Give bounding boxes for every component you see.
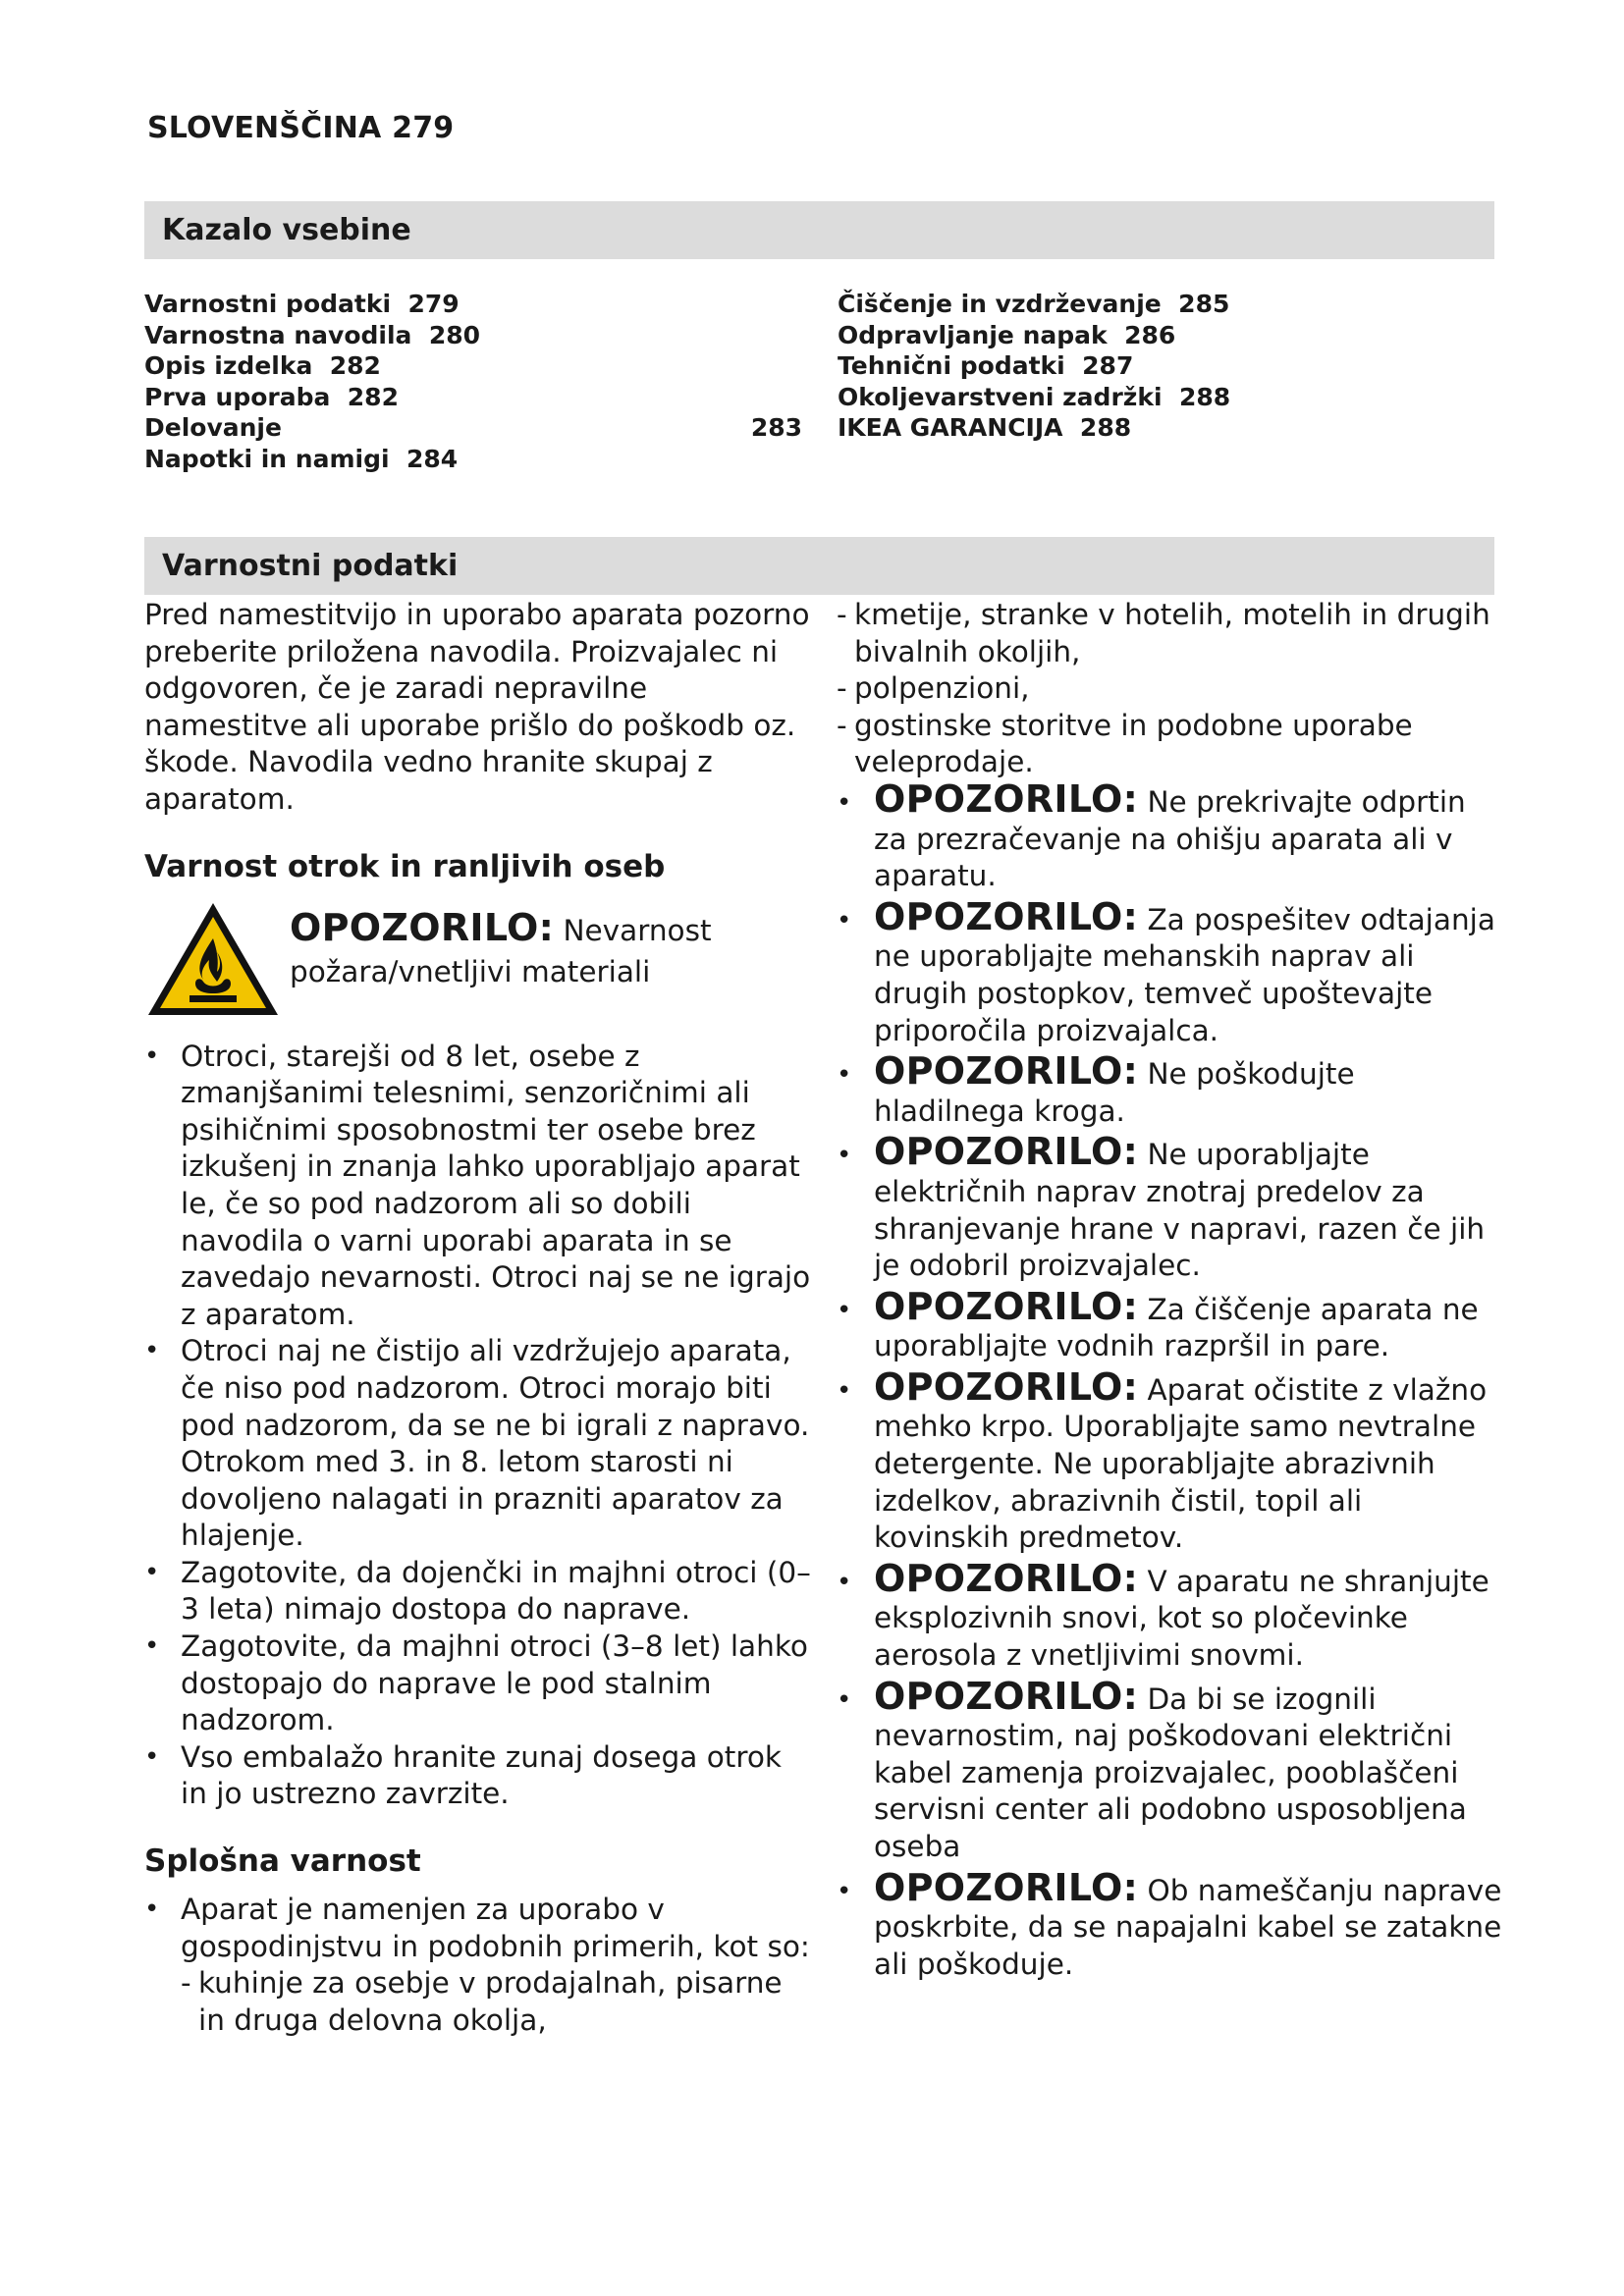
flammable-warning-icon <box>144 899 282 1019</box>
toc-entry-label: Odpravljanje napak <box>838 320 1108 349</box>
toc-entry-label: Okoljevarstveni zadržki <box>838 382 1163 411</box>
toc-entry[interactable] <box>144 444 802 475</box>
toc-entry-page: 279 <box>407 290 460 318</box>
warning-item: • OPOZORILO: V aparatu ne shranjujte eksplozivnih snovi, kot so pločevinke aerosola z vnetljivimi snovmi. <box>837 1561 1504 1675</box>
general-safety-list <box>144 1892 812 2039</box>
warning-label: OPOZORILO <box>874 1865 1123 1909</box>
general-safety-heading: Splošna varnost <box>144 1843 421 1880</box>
toc-entry[interactable] <box>838 412 1486 444</box>
toc-entry[interactable] <box>144 382 802 413</box>
toc-entry-page: 280 <box>428 320 481 349</box>
toc-entry-page: 285 <box>1178 290 1230 318</box>
fire-warning-box <box>144 897 812 1025</box>
toc-entry[interactable] <box>144 412 802 444</box>
toc-entry-label: Opis izdelka <box>144 351 313 380</box>
warning-label: OPOZORILO <box>874 1556 1123 1600</box>
warning-label: OPOZORILO <box>874 1130 1123 1174</box>
warning-text: Za pospešitev odtajanja ne uporabljajte mehanskih naprav ali drugih postopkov, temveč upoštevajte priporočila proizvajalca. <box>874 902 1495 1047</box>
usage-examples-list <box>181 1965 812 2039</box>
warning-label: OPOZORILO <box>874 776 1123 821</box>
warning-label: OPOZORILO <box>874 1674 1123 1718</box>
toc-entry-page: 283 <box>750 413 802 442</box>
warning-item: • OPOZORILO: Aparat očistite z vlažno mehko krpo. Uporabljajte samo nevtralne detergente. Ne uporabljajte abrazivnih izdelkov, abrazivnih čistil, topil ali kovinskih predmetov. <box>837 1369 1504 1557</box>
toc-entry-page: 282 <box>347 382 399 411</box>
warning-label: OPOZORILO <box>290 905 539 949</box>
warning-item: • OPOZORILO: Ne poškodujte hladilnega kroga. <box>837 1053 1504 1130</box>
fire-warning-text: OPOZORILO: Nevarnost požara/vnetljivi materiali <box>290 905 712 988</box>
general-bullet-text: Aparat je namenjen za uporabo v gospodinjstvu in podobnih primerih, kot so: <box>181 1893 810 1963</box>
left-column <box>144 597 812 2039</box>
toc-entry-page: 288 <box>1079 413 1132 442</box>
toc-entry[interactable] <box>838 350 1486 382</box>
toc-entry[interactable] <box>144 350 802 382</box>
warning-item: • OPOZORILO: Ne uporabljajte električnih naprav znotraj predelov za shranjevanje hrane v napravi, razen če jih je odobril proizvajalec. <box>837 1134 1504 1284</box>
toc-entry-label: Delovanje <box>144 413 282 442</box>
toc-entry-page: 288 <box>1178 382 1231 411</box>
warning-text: Ob nameščanju naprave poskrbite, da se napajalni kabel se zatakne ali poškoduje. <box>874 1873 1502 1981</box>
warning-item: • OPOZORILO: Ob nameščanju naprave poskrbite, da se napajalni kabel se zatakne ali poškoduje. <box>837 1870 1504 1984</box>
children-safety-heading: Varnost otrok in ranljivih oseb <box>144 848 666 884</box>
warning-description: Nevarnost požara/vnetljivi materiali <box>290 913 712 988</box>
warning-item: • OPOZORILO: Da bi se izognili nevarnostim, naj poškodovani električni kabel zamenja proizvajalec, pooblaščeni servisni center ali podobno usposobljena oseba <box>837 1679 1504 1866</box>
usage-examples-continued <box>837 597 1504 781</box>
warning-text: V aparatu ne shranjujte eksplozivnih snovi, kot so pločevinke aerosola z vnetljivimi snovmi. <box>874 1564 1489 1673</box>
toc-entry-label: Varnostna navodila <box>144 320 412 349</box>
toc-title: Kazalo vsebine <box>162 213 411 247</box>
toc-entry-page: 284 <box>406 444 459 473</box>
toc-entry-page: 282 <box>329 351 381 380</box>
list-item <box>144 1892 812 2039</box>
toc-entry-label: Tehnični podatki <box>838 351 1065 380</box>
list-item: • Vso embalažo hranite zunaj dosega otrok in jo ustrezno zavrzite. <box>144 1739 812 1813</box>
warning-item: • OPOZORILO: Ne prekrivajte odprtin za prezračevanje na ohišju aparata ali v aparatu. <box>837 781 1504 895</box>
warning-label: OPOZORILO <box>874 1284 1123 1328</box>
page-header: SLOVENŠČINA 279 <box>147 111 455 145</box>
warning-label: OPOZORILO <box>874 1364 1123 1409</box>
list-item: • Zagotovite, da dojenčki in majhni otroci (0–3 leta) nimajo dostopa do naprave. <box>144 1555 812 1629</box>
right-column <box>837 597 1504 1987</box>
toc-entry-label: Varnostni podatki <box>144 290 392 318</box>
safety-title: Varnostni podatki <box>162 549 459 583</box>
toc-entry-page: 286 <box>1124 320 1176 349</box>
toc-entry-label: Čiščenje in vzdrževanje <box>838 290 1162 318</box>
children-safety-list <box>144 1039 812 1813</box>
list-item: • Otroci, starejši od 8 let, osebe z zmanjšanimi telesnimi, senzoričnimi ali psihičnimi sposobnostmi ter osebe brez izkušenj in znanja lahko uporabljajo aparat le, če so pod nadzorom ali so dobili navodila o varni uporabi aparata in se zavedajo nevarnosti. Otroci naj se ne igrajo z aparatom. <box>144 1039 812 1334</box>
warnings-list <box>837 776 1504 1983</box>
warning-item: • OPOZORILO: Za pospešitev odtajanja ne uporabljajte mehanskih naprav ali drugih postopkov, temveč upoštevajte priporočila proizvajalca. <box>837 899 1504 1049</box>
intro-paragraph: Pred namestitvijo in uporabo aparata pozorno preberite priložena navodila. Proizvajalec ni odgovoren, če je zaradi nepravilne namestitve ali uporabe prišlo do poškodb oz. škode. Navodila vedno hranite skupaj z aparatom. <box>144 598 810 816</box>
warning-label: OPOZORILO <box>874 1049 1123 1094</box>
toc-entry[interactable] <box>144 320 802 351</box>
toc-entry-label: Prva uporaba <box>144 382 331 411</box>
toc-right-column <box>838 289 1486 444</box>
list-item: • Zagotovite, da majhni otroci (3–8 let) lahko dostopajo do naprave le pod stalnim nadzorom. <box>144 1629 812 1739</box>
toc-entry[interactable] <box>838 320 1486 351</box>
toc-entry[interactable] <box>144 289 802 320</box>
toc-entry-page: 287 <box>1082 351 1134 380</box>
list-item: - polpenzioni, <box>837 670 1504 708</box>
list-item: • Otroci naj ne čistijo ali vzdržujejo aparata, če niso pod nadzorom. Otroci morajo biti pod nadzorom, da se ne bi igrali z napravo. Otrokom med 3. in 8. letom starosti ni dovoljeno nalagati in prazniti aparatov za hlajenje. <box>144 1333 812 1555</box>
list-item: - kuhinje za osebje v prodajalnah, pisarne in druga delovna okolja, <box>181 1965 812 2039</box>
warning-label: OPOZORILO <box>874 894 1123 938</box>
toc-entry[interactable] <box>838 289 1486 320</box>
safety-section-bar <box>144 537 1494 595</box>
list-item: - gostinske storitve in podobne uporabe veleprodaje. <box>837 708 1504 781</box>
warning-text: Aparat očistite z vlažno mehko krpo. Uporabljajte samo nevtralne detergente. Ne uporabljajte abrazivnih izdelkov, abrazivnih čistil, topil ali kovinskih predmetov. <box>874 1372 1488 1555</box>
warning-text: Ne poškodujte hladilnega kroga. <box>874 1057 1355 1128</box>
warning-text: Za čiščenje aparata ne uporabljajte vodnih razpršil in pare. <box>874 1292 1479 1363</box>
list-item: - kmetije, stranke v hotelih, motelih in drugih bivalnih okoljih, <box>837 597 1504 670</box>
toc-entry[interactable] <box>838 382 1486 413</box>
toc-left-column <box>144 289 802 474</box>
toc-entry-label: Napotki in namigi <box>144 444 390 473</box>
warning-text: Ne prekrivajte odprtin za prezračevanje na ohišju aparata ali v aparatu. <box>874 784 1466 893</box>
toc-section-bar <box>144 201 1494 259</box>
warning-text: Ne uporabljajte električnih naprav znotraj predelov za shranjevanje hrane v napravi, razen če jih je odobril proizvajalec. <box>874 1138 1486 1283</box>
warning-text: Da bi se izognili nevarnostim, naj poškodovani električni kabel zamenja proizvajalec, pooblaščeni servisni center ali podobno usposobljena oseba <box>874 1682 1467 1863</box>
toc-entry-label: IKEA GARANCIJA <box>838 413 1063 442</box>
warning-item: • OPOZORILO: Za čiščenje aparata ne uporabljajte vodnih razpršil in pare. <box>837 1289 1504 1365</box>
